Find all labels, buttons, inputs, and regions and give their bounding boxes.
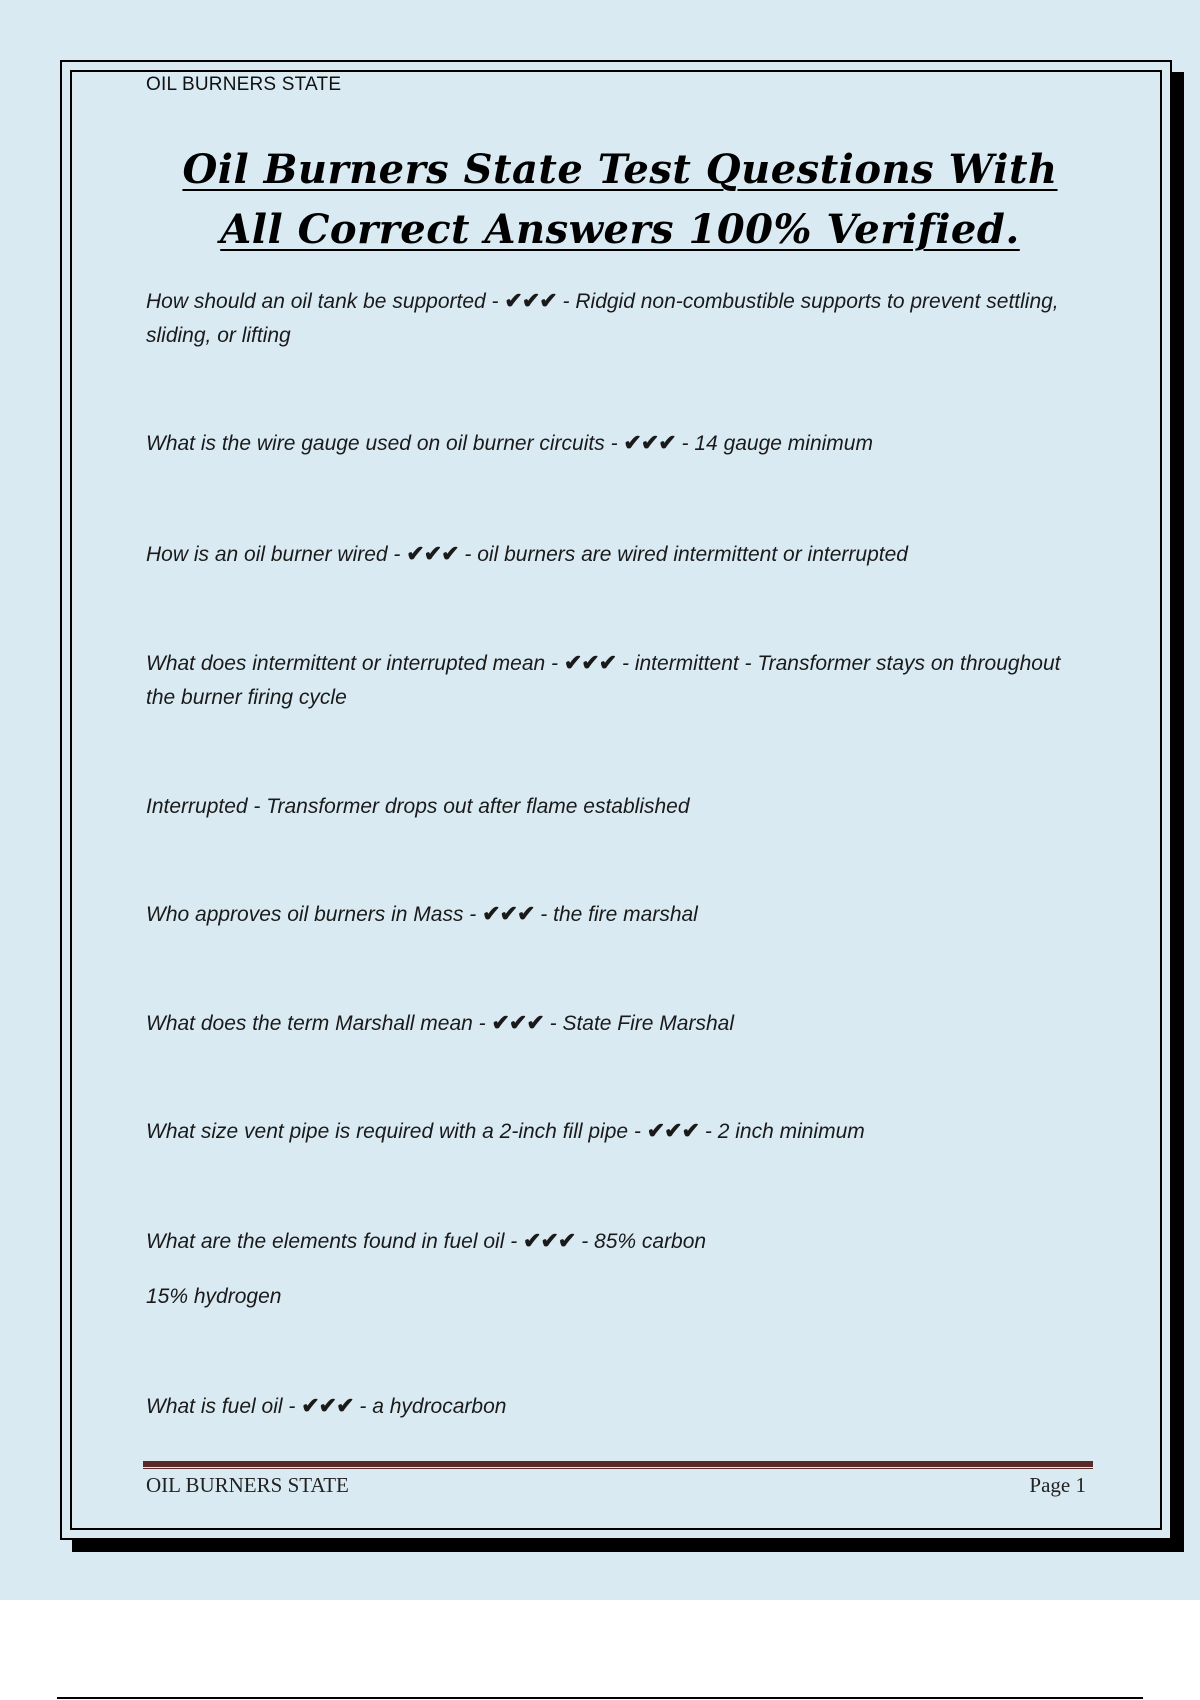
qa-item <box>146 426 1066 461</box>
question-text: What are the elements found in fuel oil - <box>146 1230 524 1253</box>
check-mark-icon: ✔✔✔ <box>504 288 557 313</box>
question-text: What size vent pipe is required with a 2-inch fill pipe - <box>146 1120 647 1143</box>
answer-text: - the fire marshal <box>534 903 698 926</box>
title-line-1: Oil Burners State Test Questions With <box>182 146 1058 193</box>
check-mark-icon: ✔✔✔ <box>406 541 459 566</box>
running-header: OIL BURNERS STATE <box>146 74 342 95</box>
answer-text: - oil burners are wired intermittent or interrupted <box>458 543 908 566</box>
qa-item <box>146 1114 1066 1149</box>
question-text: How is an oil burner wired - <box>146 543 407 566</box>
check-mark-icon: ✔✔✔ <box>491 1010 544 1035</box>
qa-item <box>146 284 1066 353</box>
continuation-text: 15% hydrogen <box>146 1285 282 1308</box>
check-mark-icon: ✔✔✔ <box>482 901 535 926</box>
answer-text: - a hydrocarbon <box>353 1395 507 1418</box>
question-text: Who approves oil burners in Mass - <box>146 903 483 926</box>
qa-item <box>146 1224 1066 1259</box>
check-mark-icon: ✔✔✔ <box>301 1393 354 1418</box>
answer-text: - 14 gauge minimum <box>675 432 873 455</box>
footer-divider <box>143 1461 1093 1467</box>
check-mark-icon: ✔✔✔ <box>523 1228 576 1253</box>
question-text: What is fuel oil - <box>146 1395 302 1418</box>
question-text: How should an oil tank be supported - <box>146 290 505 313</box>
qa-item <box>146 1389 1066 1424</box>
document-title <box>100 140 1140 260</box>
answer-text: - State Fire Marshal <box>543 1012 735 1035</box>
next-page-divider <box>57 1697 1143 1699</box>
question-text: What does the term Marshall mean - <box>146 1012 492 1035</box>
answer-text: - 2 inch minimum <box>699 1120 865 1143</box>
question-text: What is the wire gauge used on oil burner circuits - <box>146 432 624 455</box>
qa-item <box>146 897 1066 932</box>
qa-item <box>146 537 1066 572</box>
check-mark-icon: ✔✔✔ <box>646 1118 700 1143</box>
running-footer: OIL BURNERS STATE <box>146 1473 349 1497</box>
qa-item <box>146 646 1066 715</box>
title-line-2: All Correct Answers 100% Verified. <box>220 206 1020 253</box>
answer-text: - intermittent - Transformer stays on throughout the burner firing cycle <box>146 652 1061 709</box>
check-mark-icon: ✔✔✔ <box>563 650 617 675</box>
answer-text: - Ridgid non-combustible supports to prevent settling, sliding, or lifting <box>146 290 1059 347</box>
check-mark-icon: ✔✔✔ <box>623 430 676 455</box>
answer-text: - 85% carbon <box>575 1230 707 1253</box>
continuation-text: Interrupted - Transformer drops out after flame established <box>146 795 690 818</box>
question-text: What does intermittent or interrupted mean - <box>146 652 564 675</box>
page-number: Page 1 <box>1029 1473 1086 1497</box>
qa-item <box>146 1006 1066 1041</box>
